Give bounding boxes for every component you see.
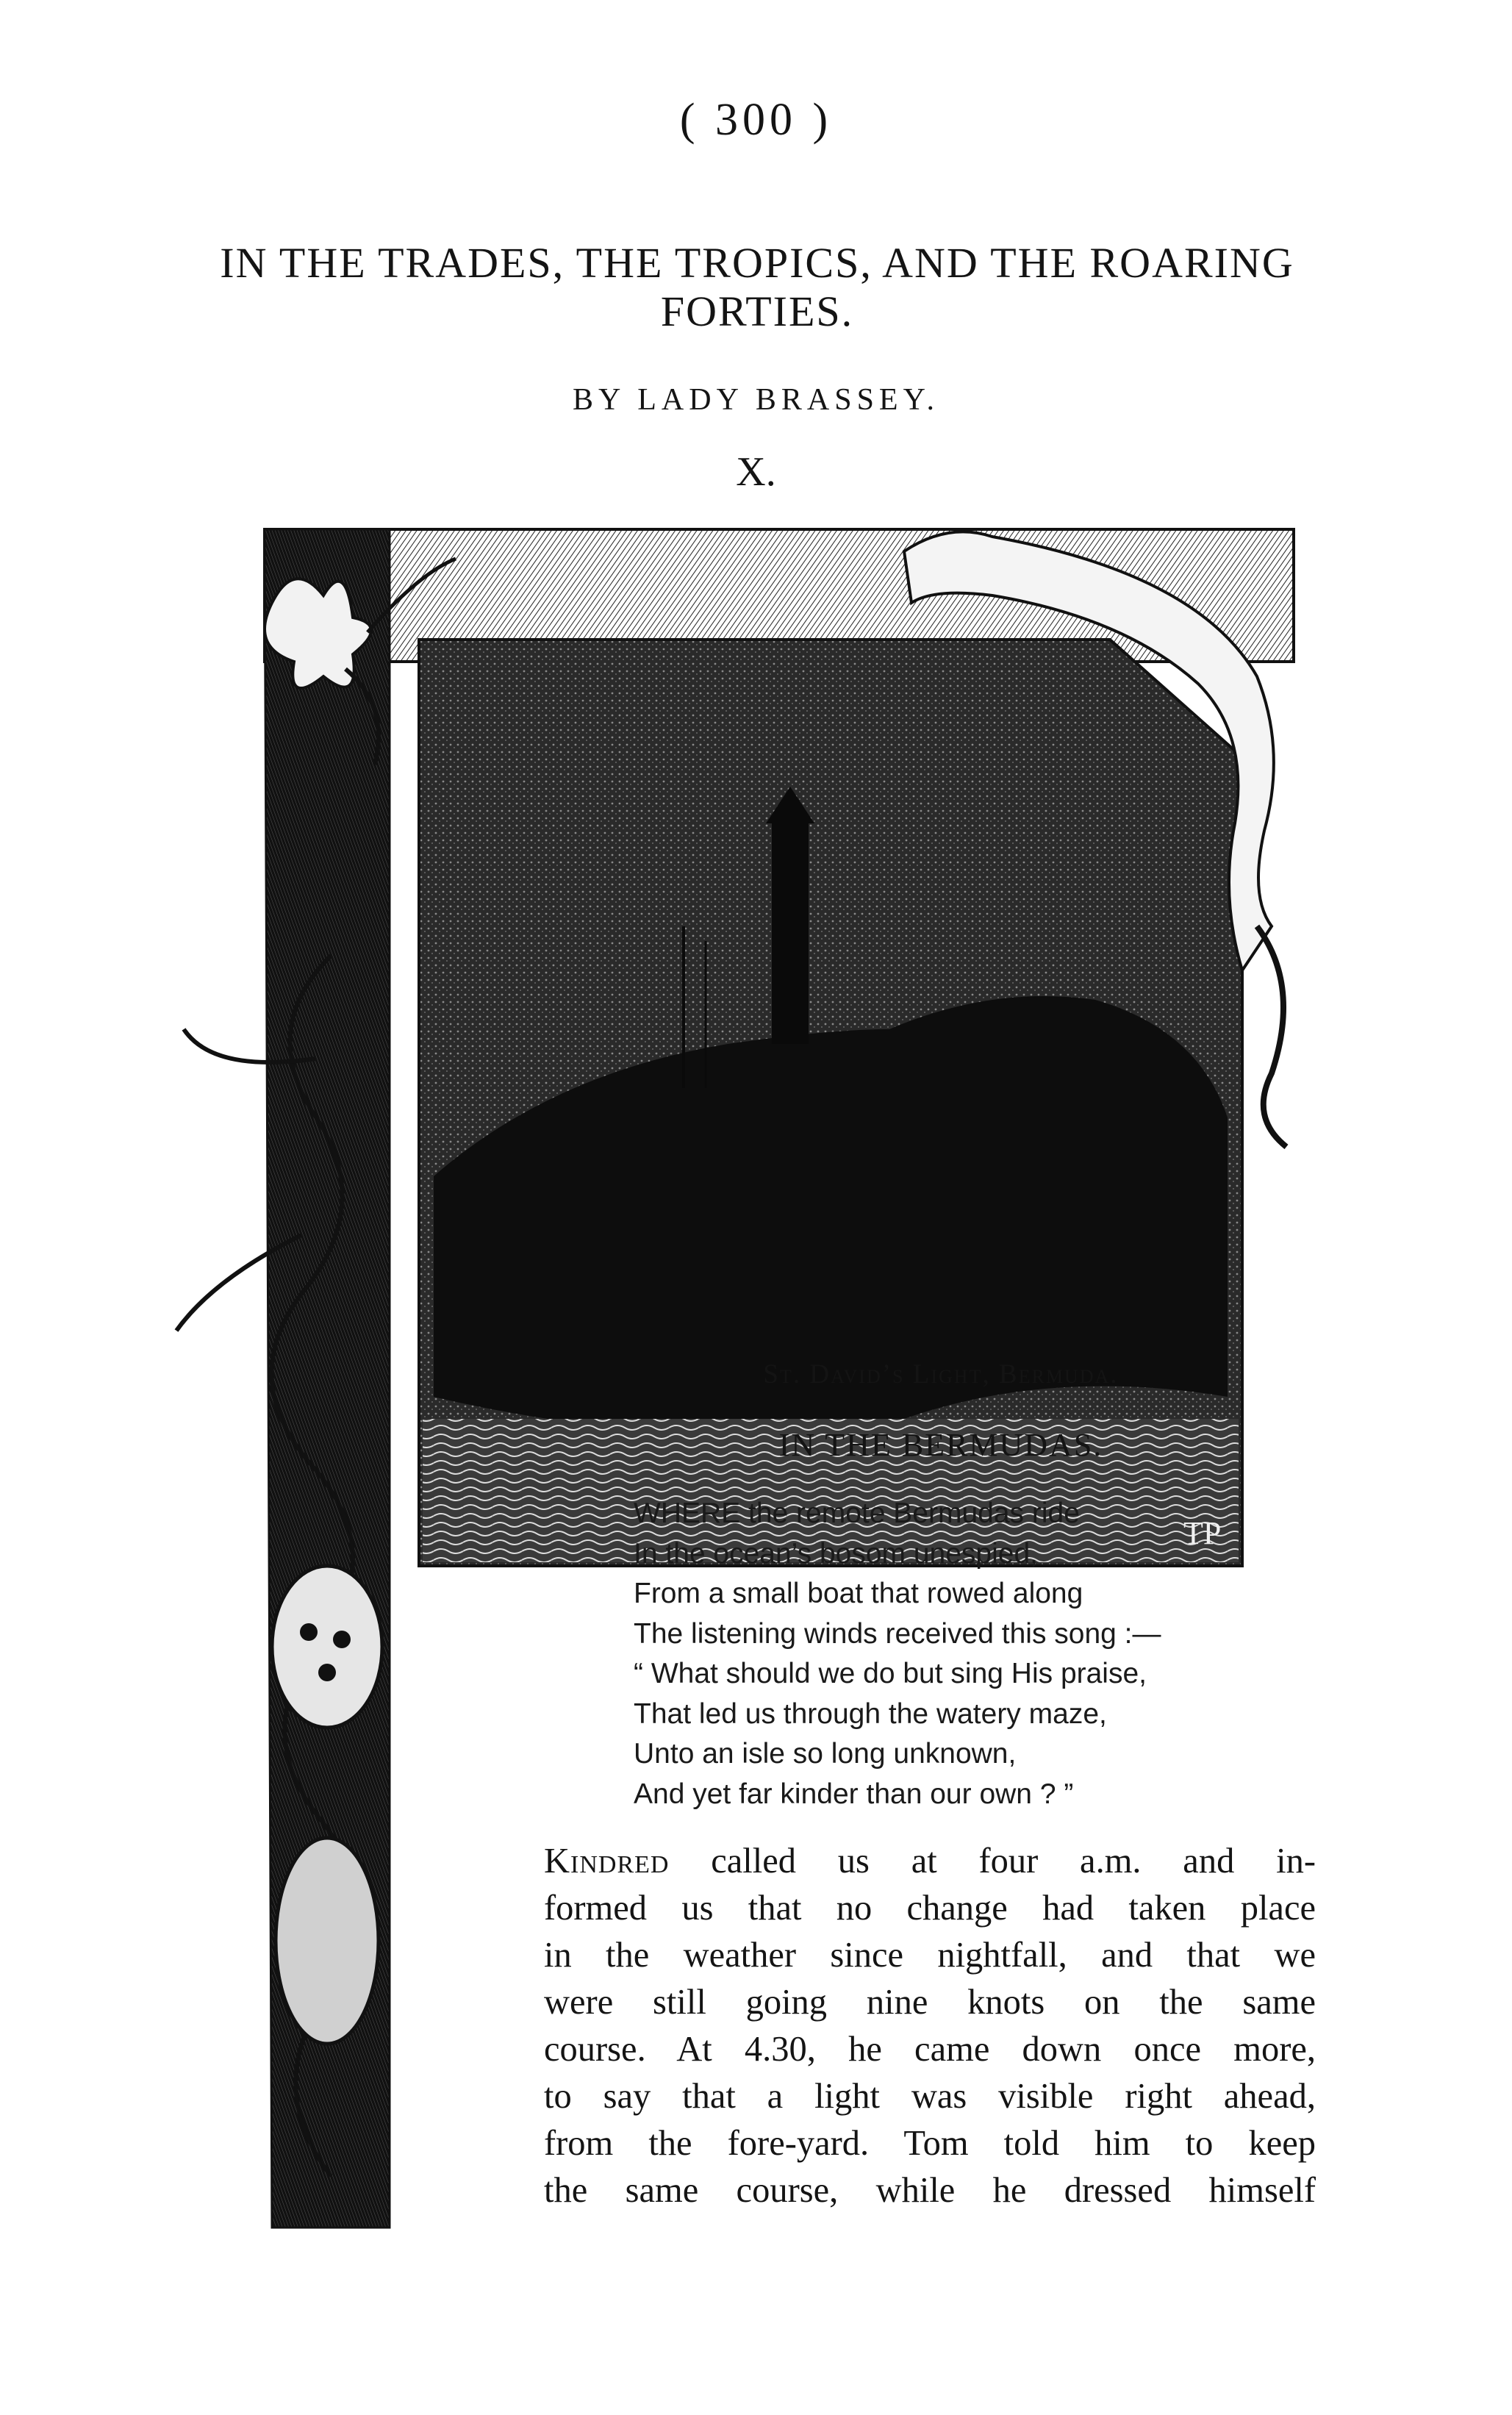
page-number: ( 300 ): [679, 95, 833, 145]
article-title: IN THE TRADES, THE TROPICS, AND THE ROARING FORTIES.: [220, 239, 1294, 335]
byline: BY LADY BRASSEY.: [572, 383, 940, 417]
poem-line: WHERE the remote Bermudas ride: [634, 1498, 1080, 1529]
prose-line: [544, 1838, 1316, 1885]
prose-line: the same course, while he dressed himself: [544, 2171, 1316, 2210]
poem: [634, 1494, 1295, 1814]
prose-line-text: called us at four a.m. and in-: [669, 1842, 1316, 1881]
lighthouse-tower: [772, 823, 809, 1044]
poem-line: And yet far kinder than our own ? ”: [634, 1778, 1074, 1810]
prose-line: were still going nine knots on the same: [544, 1983, 1316, 2022]
prose-line: course. At 4.30, he came down once more,: [544, 2030, 1316, 2069]
lead-word: Kindred: [544, 1842, 670, 1881]
poem-line: The listening winds received this song :—: [634, 1617, 1161, 1650]
poem-line: Unto an isle so long unknown,: [634, 1738, 1017, 1770]
illustration-caption: St. David’s Light, Bermuda.: [763, 1359, 1119, 1389]
pod-ornament: [276, 1838, 379, 2044]
prose-line: formed us that no change had taken place: [544, 1889, 1316, 1928]
prose-line: in the weather since nightfall, and that we: [544, 1936, 1316, 1975]
engraver-monogram: TP: [1183, 1515, 1222, 1551]
section-heading: IN THE BERMUDAS.: [778, 1427, 1103, 1463]
prose-line: to say that a light was visible right ahead,: [544, 2077, 1316, 2116]
prose-line: from the fore-yard. Tom told him to keep: [544, 2124, 1316, 2163]
poem-line: “ What should we do but sing His praise,: [634, 1658, 1147, 1689]
poem-line: From a small boat that rowed along: [634, 1578, 1083, 1609]
poem-line: In the ocean’s bosom unespied,: [634, 1537, 1038, 1570]
prose-paragraph: [544, 1838, 1316, 2214]
chapter-number: X.: [736, 449, 776, 495]
shell-ornament: [272, 1566, 382, 1728]
poem-line: That led us through the watery maze,: [634, 1697, 1107, 1730]
